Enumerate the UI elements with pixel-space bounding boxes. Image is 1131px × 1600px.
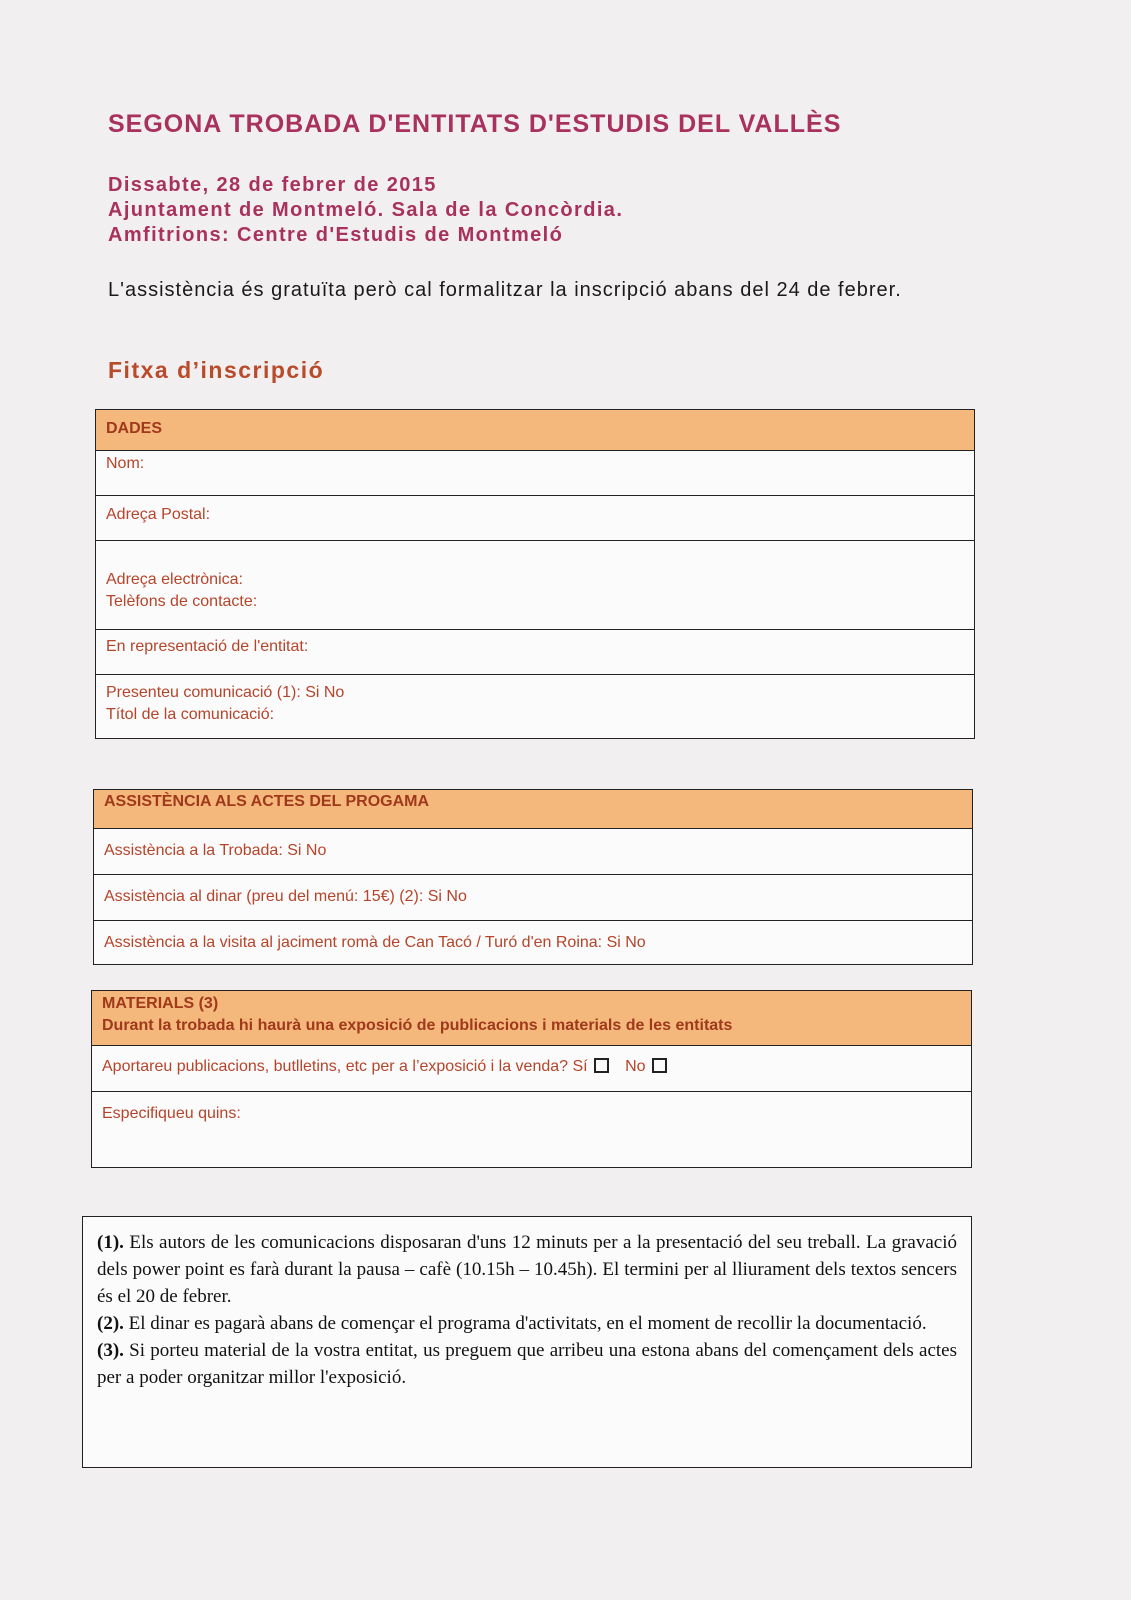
comunicacio-question: Presenteu comunicació (1): Si No (106, 684, 345, 701)
field-nom-label: Nom: (106, 455, 145, 472)
page-title: SEGONA TROBADA D'ENTITATS D'ESTUDIS DEL VALLÈS (108, 110, 842, 138)
assistencia-dinar[interactable] (94, 874, 972, 920)
no-label: No (625, 1058, 646, 1075)
assistencia-header: ASSISTÈNCIA ALS ACTES DEL PROGAMA (94, 790, 972, 828)
no-checkbox[interactable] (652, 1058, 667, 1073)
event-hosts: Amfitrions: Centre d'Estudis de Montmeló (108, 224, 564, 246)
field-comunicacio[interactable] (96, 674, 974, 740)
field-adreca-postal[interactable] (96, 495, 974, 540)
form-title: Fitxa d’inscripció (108, 357, 325, 383)
materials-header-title: MATERIALS (3) (102, 995, 219, 1012)
assistencia-visita-label: Assistència a la visita al jaciment romà de Can Tacó / Turó d'en Roina: Si No (104, 934, 646, 951)
field-especifiqueu[interactable] (92, 1091, 971, 1169)
si-checkbox[interactable] (594, 1058, 609, 1073)
assistencia-dinar-label: Assistència al dinar (preu del menú: 15€) (2): Si No (104, 888, 467, 905)
footnote-1-label: (1). (97, 1232, 124, 1253)
titol-comunicacio-label: Títol de la comunicació: (106, 706, 275, 723)
footnote-2-label: (2). (97, 1313, 124, 1334)
dades-section (95, 409, 975, 739)
footnote-1 (97, 1229, 957, 1310)
assistencia-trobada[interactable] (94, 828, 972, 874)
materials-header (92, 991, 971, 1045)
assistencia-visita[interactable] (94, 920, 972, 966)
dades-header: DADES (96, 410, 974, 450)
footnote-1-text: Els autors de les comunicacions disposaran d'uns 12 minuts per a la presentació del seu treball. La gravació dels power point es farà durant la pausa – cafè (10.15h – 10.45h). El termini per al lliurament dels textos sencers és el 20 de febrer. (97, 1232, 957, 1307)
aportareu-label: Aportareu publicacions, butlletins, etc per a l’exposició i la venda? Sí (102, 1058, 588, 1075)
footnote-2-text: El dinar es pagarà abans de començar el programa d'activitats, en el moment de recollir la documentació. (123, 1313, 927, 1334)
materials-header-desc: Durant la trobada hi haurà una exposició de publicacions i materials de les entitats (102, 1017, 733, 1034)
field-entitat-label: En representació de l'entitat: (106, 638, 309, 655)
field-contact[interactable] (96, 540, 974, 629)
event-venue: Ajuntament de Montmeló. Sala de la Concòrdia. (108, 199, 624, 221)
footnote-3 (97, 1337, 957, 1391)
field-entitat[interactable] (96, 629, 974, 674)
field-nom[interactable] (96, 450, 974, 495)
field-phones-label: Telèfons de contacte: (106, 593, 258, 610)
field-adreca-postal-label: Adreça Postal: (106, 506, 211, 523)
footnote-3-text: Si porteu material de la vostra entitat, us preguem que arribeu una estona abans del començament dels actes per a poder organitzar millor l'exposició. (97, 1340, 957, 1388)
footnotes-box (82, 1216, 972, 1468)
event-date: Dissabte, 28 de febrer de 2015 (108, 174, 437, 196)
footnote-3-label: (3). (97, 1340, 124, 1361)
field-email-label: Adreça electrònica: (106, 571, 243, 588)
assistencia-section (93, 789, 973, 965)
especifiqueu-label: Especifiqueu quins: (102, 1105, 241, 1122)
materials-aportareu (92, 1045, 971, 1091)
footnote-2 (97, 1310, 957, 1337)
assistencia-trobada-label: Assistència a la Trobada: Si No (104, 842, 327, 859)
materials-section (91, 990, 972, 1168)
intro-text: L'assistència és gratuïta però cal formalitzar la inscripció abans del 24 de febrer. (108, 279, 902, 301)
